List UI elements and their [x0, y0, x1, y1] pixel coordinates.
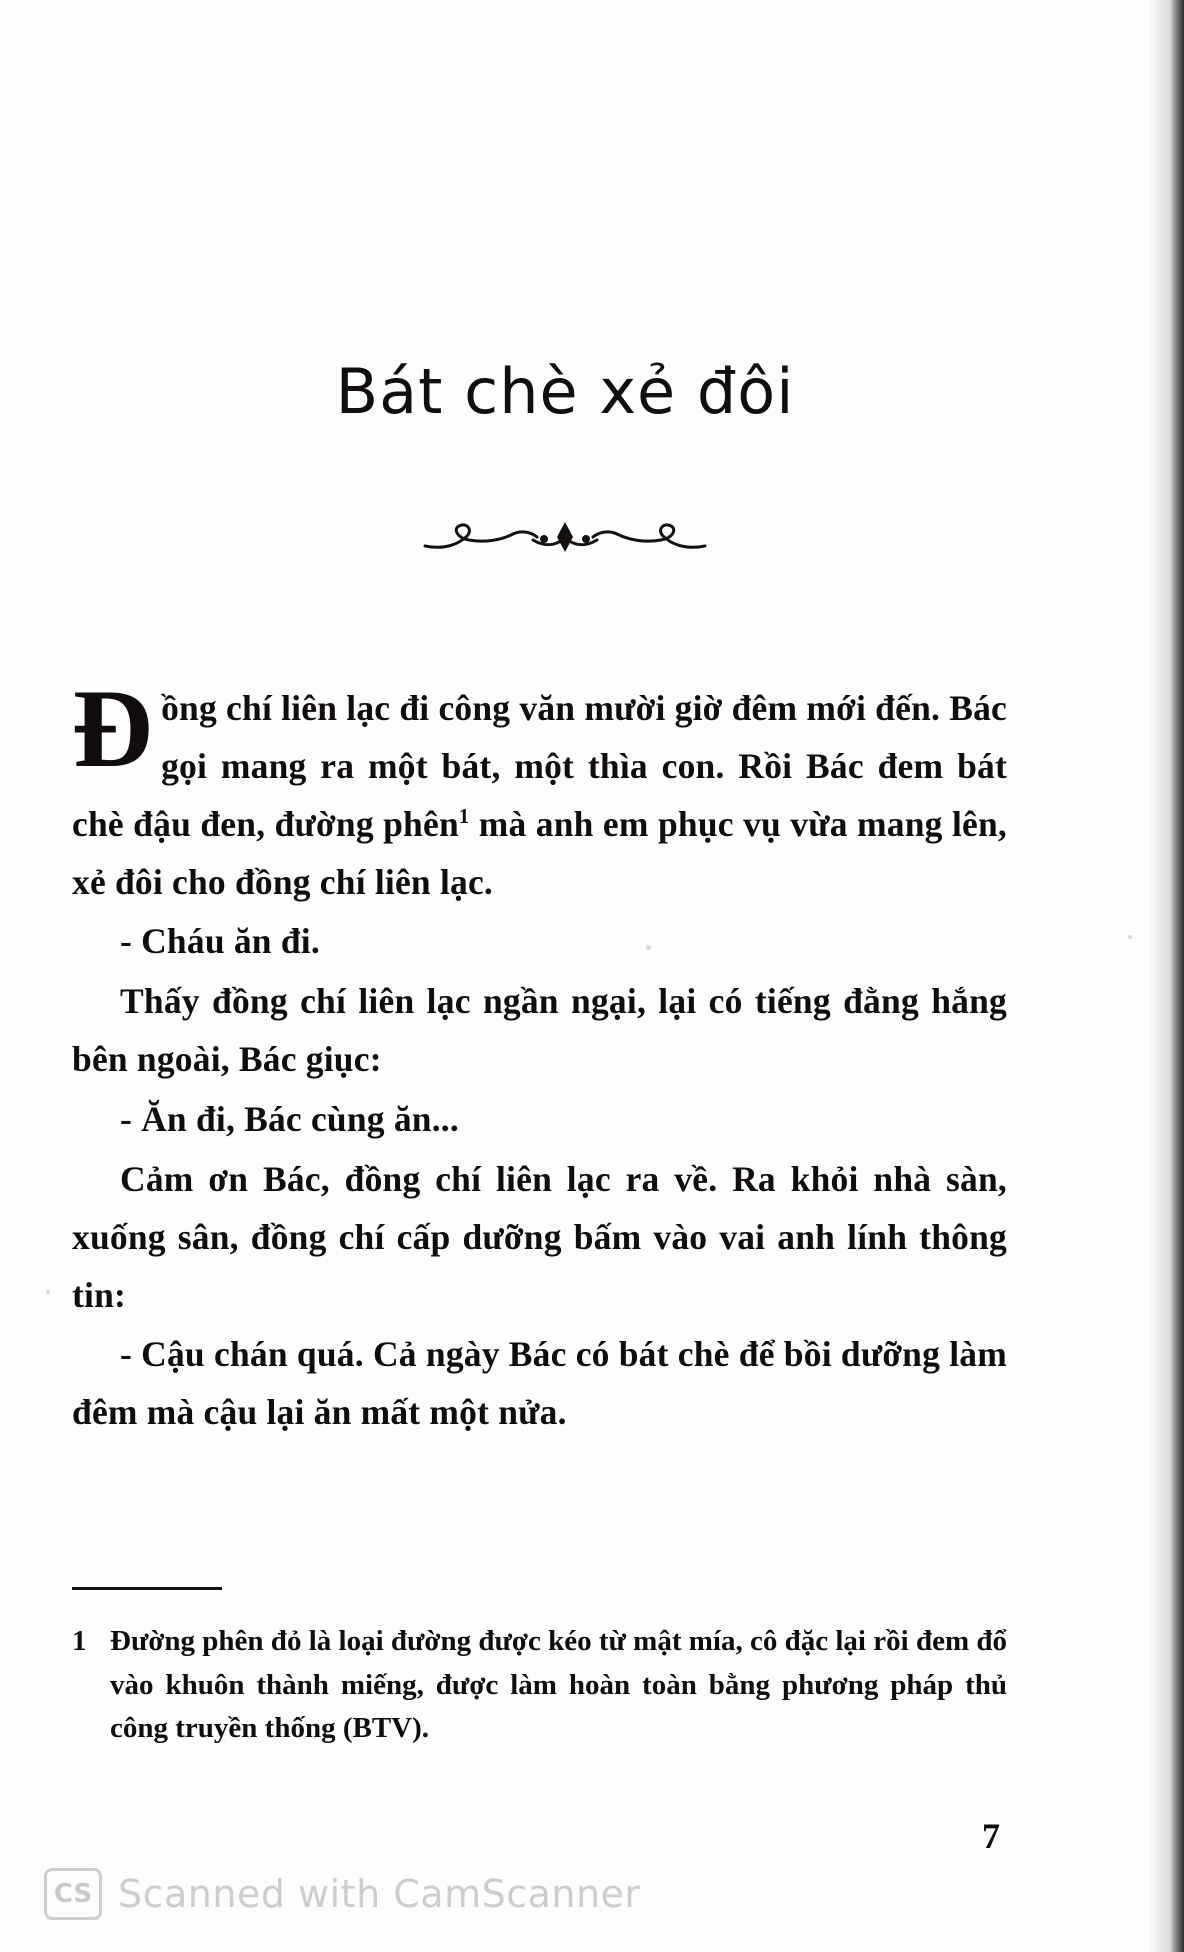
scan-edge-shadow — [1170, 0, 1184, 1952]
footnote-separator — [72, 1587, 222, 1590]
scan-edge-gradient — [1148, 0, 1170, 1952]
page-title: Bát chè xẻ đôi — [335, 355, 795, 428]
paragraph-6: - Cậu chán quá. Cả ngày Bác có bát chè để bồi dưỡng làm đêm mà cậu lại ăn mất một nửa. — [72, 1334, 1007, 1433]
paragraph-1-text-b: mà anh em phục vụ vừa mang lên, xẻ đôi cho đồng chí liên lạc. — [72, 803, 1007, 902]
footnote — [72, 1620, 1007, 1751]
footnote-marker: 1 — [458, 805, 470, 828]
story-body — [72, 667, 1007, 1444]
paragraph-3: Thấy đồng chí liên lạc ngần ngại, lại có tiếng đằng hắng bên ngoài, Bác giục: — [72, 981, 1007, 1080]
drop-cap: Đ — [72, 667, 154, 791]
paragraph-1 — [72, 667, 1007, 911]
scan-speck — [646, 945, 651, 950]
scan-speck — [1128, 935, 1132, 939]
footnote-number: 1 — [72, 1625, 87, 1657]
paragraph-4: - Ăn đi, Bác cùng ăn... — [120, 1099, 459, 1140]
paragraph-5: Cảm ơn Bác, đồng chí liên lạc ra về. Ra khỏi nhà sàn, xuống sân, đồng chí cấp dưỡng bấm vào vai anh lính thông tin: — [72, 1158, 1007, 1315]
camscanner-logo-icon: CS — [44, 1868, 102, 1920]
paragraph-2: - Cháu ăn đi. — [120, 921, 320, 962]
scan-speck — [46, 1290, 50, 1294]
page-number: 7 — [982, 1816, 1000, 1856]
camscanner-label: Scanned with CamScanner — [118, 1872, 641, 1916]
paragraph-1-text-a: ồng chí liên lạc đi công văn mười giờ đêm mới đến. Bác gọi mang ra một bát, một thìa con. Rồi Bác đem bát chè đậu đen, đường phên — [72, 688, 1007, 844]
floral-divider-icon — [0, 510, 1130, 570]
footnote-text: Đường phên đỏ là loại đường được kéo từ mật mía, cô đặc lại rồi đem đổ vào khuôn thành miếng, được làm hoàn toàn bằng phương pháp thủ công truyền thống (BTV). — [110, 1625, 1007, 1744]
camscanner-watermark — [44, 1868, 641, 1920]
